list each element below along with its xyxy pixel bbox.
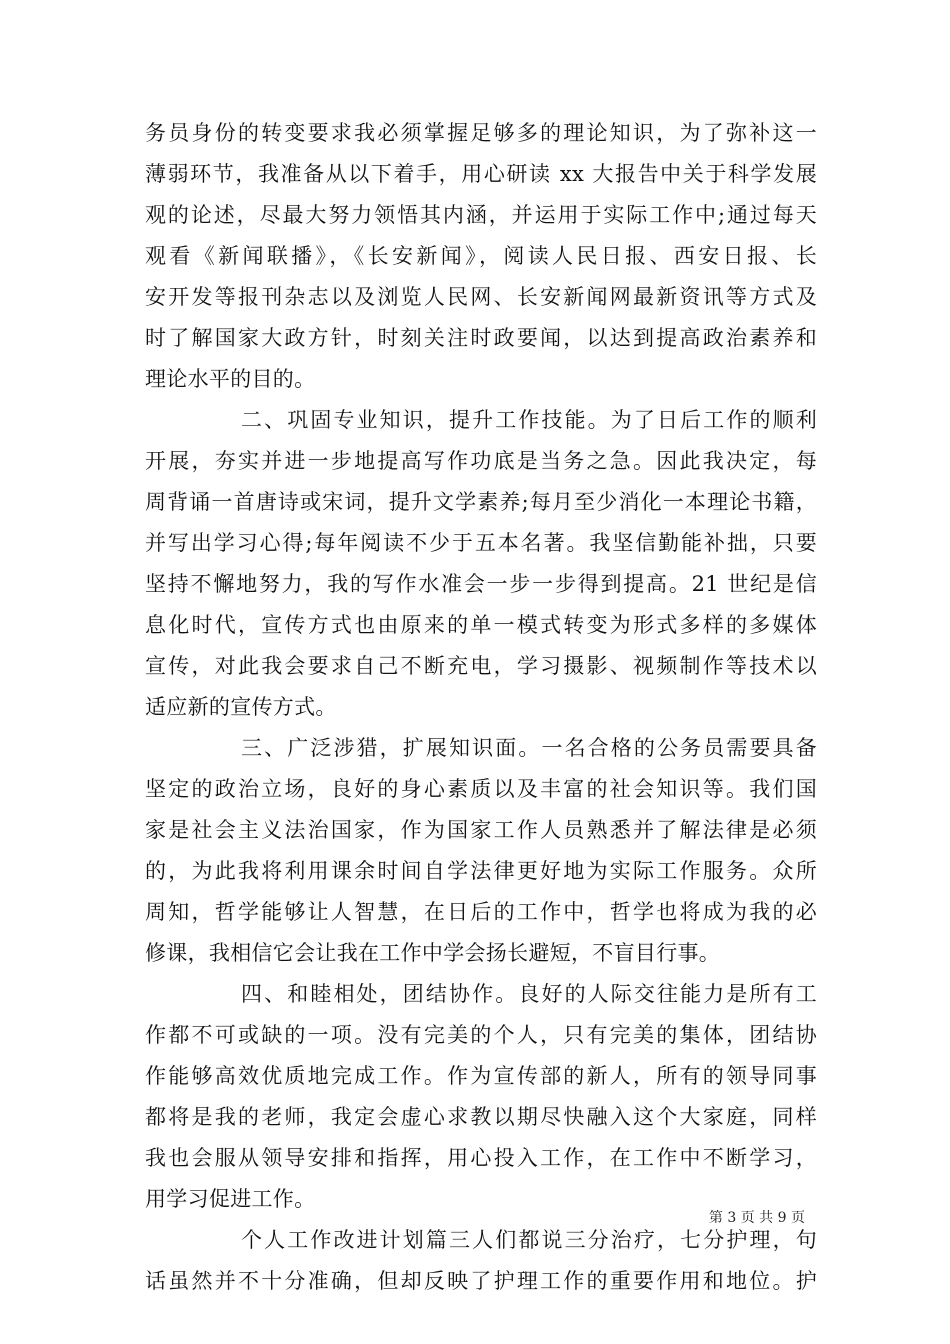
text-line: 薄弱环节，我准备从以下着手，用心研读 xx 大报告中关于科学发展 — [145, 162, 817, 186]
text-line: 用学习促进工作。 — [145, 1187, 316, 1211]
text-line: 的，为此我将利用课余时间自学法律更好地为实际工作服务。众所 — [145, 859, 817, 883]
text-line: 并写出学习心得;每年阅读不少于五本名著。我坚信勤能补拙，只要 — [145, 531, 817, 555]
text-line: 话虽然并不十分准确，但却反映了护理工作的重要作用和地位。护 — [145, 1269, 817, 1293]
text-line: 都将是我的老师，我定会虚心求教以期尽快融入这个大家庭，同样 — [145, 1105, 817, 1129]
text-line: 坚持不懈地努力，我的写作水准会一步一步得到提高。21 世纪是信 — [145, 572, 817, 596]
section-heading-line: 个人工作改进计划篇三人们都说三分治疗，七分护理，句 — [241, 1228, 817, 1252]
text-line: 理论水平的目的。 — [145, 367, 316, 391]
text-line: 适应新的宣传方式。 — [145, 695, 337, 719]
text-line: 观看《新闻联播》，《长安新闻》，阅读人民日报、西安日报、长 — [145, 244, 817, 268]
text-line: 息化时代，宣传方式也由原来的单一模式转变为形式多样的多媒体 — [145, 613, 817, 637]
text-line: 作都不可或缺的一项。没有完美的个人，只有完美的集体，团结协 — [145, 1023, 817, 1047]
text-line: 开展，夯实并进一步地提高写作功底是当务之急。因此我决定，每 — [145, 449, 817, 473]
section-heading-line: 四、和睦相处，团结协作。良好的人际交往能力是所有工 — [241, 982, 817, 1006]
text-line: 周知，哲学能够让人智慧，在日后的工作中，哲学也将成为我的必 — [145, 900, 817, 924]
text-line: 作能够高效优质地完成工作。作为宣传部的新人，所有的领导同事 — [145, 1064, 817, 1088]
text-line: 坚定的政治立场，良好的身心素质以及丰富的社会知识等。我们国 — [145, 777, 817, 801]
text-line: 观的论述，尽最大努力领悟其内涵，并运用于实际工作中;通过每天 — [145, 203, 817, 227]
text-line: 修课，我相信它会让我在工作中学会扬长避短，不盲目行事。 — [145, 941, 721, 965]
text-line: 我也会服从领导安排和指挥，用心投入工作，在工作中不断学习， — [145, 1146, 817, 1170]
text-line: 安开发等报刊杂志以及浏览人民网、长安新闻网最新资讯等方式及 — [145, 285, 817, 309]
text-line: 周背诵一首唐诗或宋词，提升文学素养;每月至少消化一本理论书籍， — [145, 490, 817, 514]
section-heading-line: 三、广泛涉猎，扩展知识面。一名合格的公务员需要具备 — [241, 736, 817, 760]
page-number: 第 3 页 共 9 页 — [708, 1210, 805, 1226]
text-line: 务员身份的转变要求我必须掌握足够多的理论知识，为了弥补这一 — [145, 121, 817, 145]
section-heading-line: 二、巩固专业知识，提升工作技能。为了日后工作的顺利 — [241, 408, 817, 432]
text-line: 家是社会主义法治国家，作为国家工作人员熟悉并了解法律是必须 — [145, 818, 817, 842]
text-line: 时了解国家大政方针，时刻关注时政要闻，以达到提高政治素养和 — [145, 326, 817, 350]
body-text — [145, 113, 817, 1302]
text-line: 宣传，对此我会要求自己不断充电，学习摄影、视频制作等技术以 — [145, 654, 817, 678]
